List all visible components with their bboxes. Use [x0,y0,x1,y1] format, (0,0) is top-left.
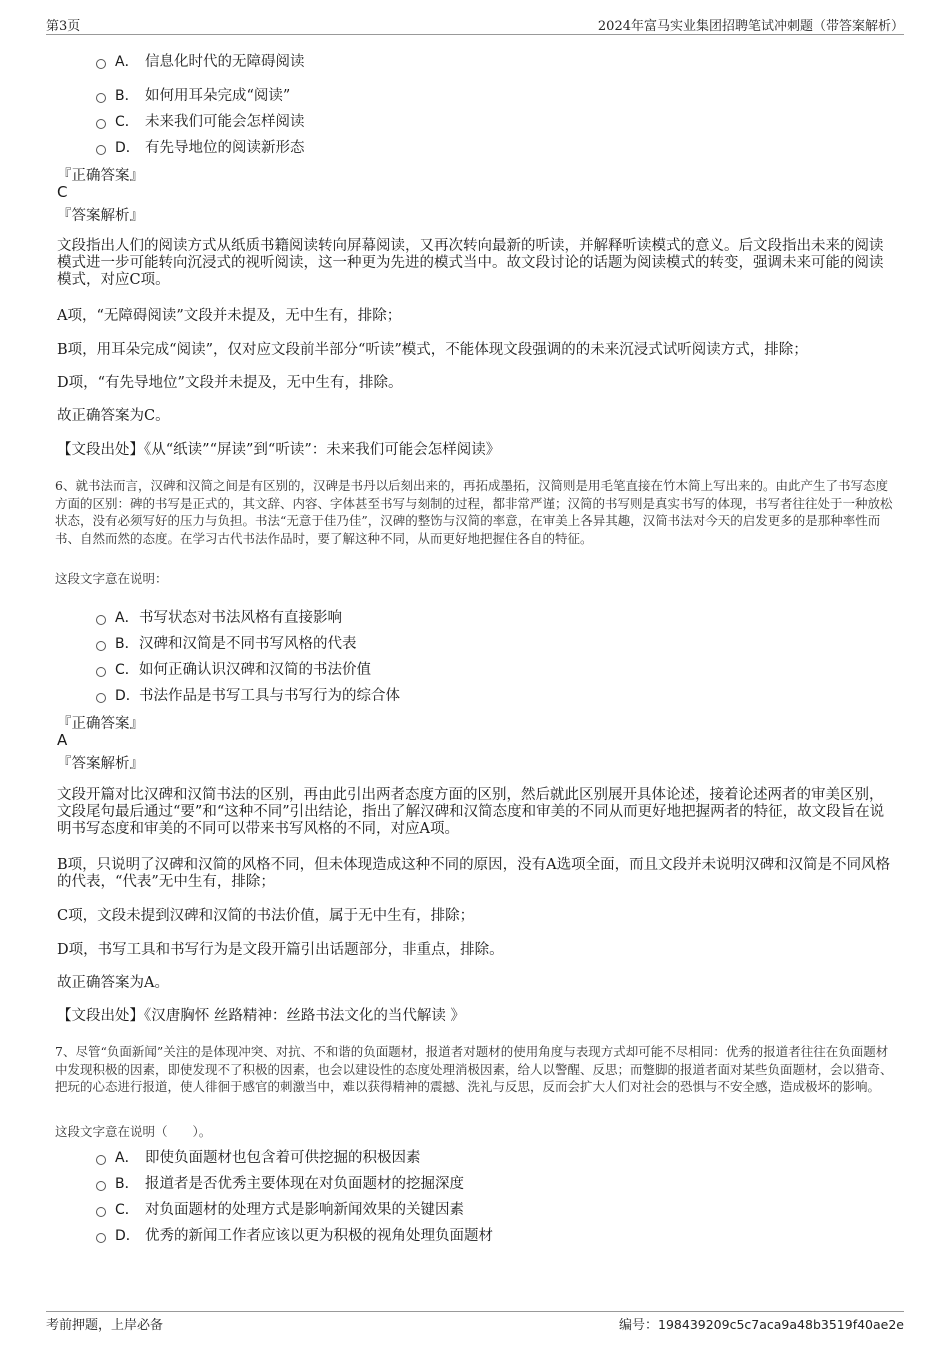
source: 【文段出处】《汉唐胸怀 丝路精神：丝路书法文化的当代解读 》 [57,1008,465,1024]
document-title: 2024年富马实业集团招聘笔试冲刺题（带答案解析） [597,19,904,34]
answer-value: A [57,731,68,749]
radio-icon[interactable] [96,641,106,651]
q6-option-a[interactable]: A．书写状态对书法风格有直接影响 [96,606,342,627]
radio-icon[interactable] [96,93,106,103]
question-stem: 7、尽管“负面新闻”关注的是体现冲突、对抗、不和谐的负面题材，报道者对题材的使用角度与表现方式却可能不尽相同：优秀的报道者往往在负面题材中发现积极的因素，即使发现不了积极的因素，也会以建设性的态度处理消极因素，给人以警醒、反思；而蹩脚的报道者面对某些负面题材，会以猎奇、把玩的心态进行报道，使人徘徊于感官的刺激当中，难以获得精神的震撼、洗礼与反思，反而会扩大人们对社会的恐惧与不安全感，造成极坏的影响。 [55,1044,893,1095]
radio-icon[interactable] [96,145,106,155]
analysis-item-d: D项，“有先导地位”文段并未提及，无中生有，排除。 [57,375,403,391]
analysis-text: 文段开篇对比汉碑和汉简书法的区别，再由此引出两者态度方面的区别，然后就此区别展开具体论述，接着论述两者的审美区别，文段尾句最后通过“要”和“这种不同”引出结论，指出了解汉碑和汉简态度和审美的不同从而更好地把握两者的特征，故文段旨在说明书写态度和审美的不同可以带来书写风格的不同，对应A项。 [57,787,885,837]
radio-icon[interactable] [96,1155,106,1165]
footer-slogan: 考前押题，上岸必备 [46,1318,164,1333]
analysis-item-b: B项，用耳朵完成“阅读”，仅对应文段前半部分“听读”模式，不能体现文段强调的的未来沉浸式试听阅读方式，排除； [57,342,808,358]
q5-option-a[interactable]: A． 信息化时代的无障碍阅读 [96,50,305,71]
analysis-label: 『答案解析』 [57,208,144,224]
analysis-item-c: C项，文段未提到汉碑和汉简的书法价值，属于无中生有，排除； [57,908,475,924]
q7-option-d[interactable]: D． 优秀的新闻工作者应该以更为积极的视角处理负面题材 [96,1224,493,1245]
radio-icon[interactable] [96,119,106,129]
analysis-item-b: B项，只说明了汉碑和汉简的风格不同，但未体现造成这种不同的原因，没有A选项全面，而且文段并未说明汉碑和汉简是不同风格的代表，“代表”无中生有，排除； [57,857,891,890]
answer-label: 『正确答案』 [57,716,144,732]
radio-icon[interactable] [96,667,106,677]
q6-option-c[interactable]: C．如何正确认识汉碑和汉简的书法价值 [96,658,371,679]
page-number: 第3页 [46,19,81,34]
conclusion: 故正确答案为C。 [57,408,170,424]
radio-icon[interactable] [96,1233,106,1243]
footer-divider [46,1311,904,1312]
radio-icon[interactable] [96,59,106,69]
radio-icon[interactable] [96,1207,106,1217]
question-prompt: 这段文字意在说明： [55,571,168,586]
q7-option-b[interactable]: B． 报道者是否优秀主要体现在对负面题材的挖掘深度 [96,1172,464,1193]
q6-option-d[interactable]: D．书法作品是书写工具与书写行为的综合体 [96,684,400,705]
header-divider [46,34,904,35]
q7-option-c[interactable]: C． 对负面题材的处理方式是影响新闻效果的关键因素 [96,1198,464,1219]
source: 【文段出处】《从“纸读”“屏读”到“听读”：未来我们可能会怎样阅读》 [57,442,501,458]
radio-icon[interactable] [96,615,106,625]
analysis-item-d: D项，书写工具和书写行为是文段开篇引出话题部分，非重点，排除。 [57,942,504,958]
q7-option-a[interactable]: A． 即使负面题材也包含着可供挖掘的积极因素 [96,1146,421,1167]
analysis-item-a: A项，“无障碍阅读”文段并未提及，无中生有，排除； [57,308,402,324]
q5-option-b[interactable]: B． 如何用耳朵完成“阅读” [96,84,290,105]
answer-label: 『正确答案』 [57,168,144,184]
radio-icon[interactable] [96,693,106,703]
analysis-text: 文段指出人们的阅读方式从纸质书籍阅读转向屏幕阅读，又再次转向最新的听读，并解释听读模式的意义。后文段指出未来的阅读模式进一步可能转向沉浸式的视听阅读，这一种更为先进的模式当中。故文段讨论的话题为阅读模式的转变，强调未来可能的阅读模式，对应C项。 [57,238,884,288]
radio-icon[interactable] [96,1181,106,1191]
question-stem: 6、就书法而言，汉碑和汉简之间是有区别的，汉碑是书丹以后刻出来的，再拓成墨拓，汉简则是用毛笔直接在竹木简上写出来的。由此产生了书写态度方面的区别：碑的书写是正式的，其文辞、内容、字体甚至书写与刻制的过程，都非常严谨；汉简的书写则是真实书写的体现，书写者往往处于一种放松状态，没有必须写好的压力与负担。书法“无意于佳乃佳”，汉碑的整饬与汉简的率意，在审美上各异其趣，汉简书法对今天的启发更多的是那种率性而书、自然而然的态度。在学习古代书法作品时，要了解这种不同，从而更好地把握住各自的特征。 [55,478,893,546]
footer-code: 编号：198439209c5c7aca9a48b3519f40ae2e [619,1317,904,1333]
analysis-label: 『答案解析』 [57,756,144,772]
q5-option-c[interactable]: C． 未来我们可能会怎样阅读 [96,110,305,131]
question-prompt: 这段文字意在说明（ ）。 [55,1124,212,1139]
conclusion: 故正确答案为A。 [57,975,169,991]
answer-value: C [57,183,68,201]
q5-option-d[interactable]: D． 有先导地位的阅读新形态 [96,136,305,157]
q6-option-b[interactable]: B．汉碑和汉简是不同书写风格的代表 [96,632,357,653]
